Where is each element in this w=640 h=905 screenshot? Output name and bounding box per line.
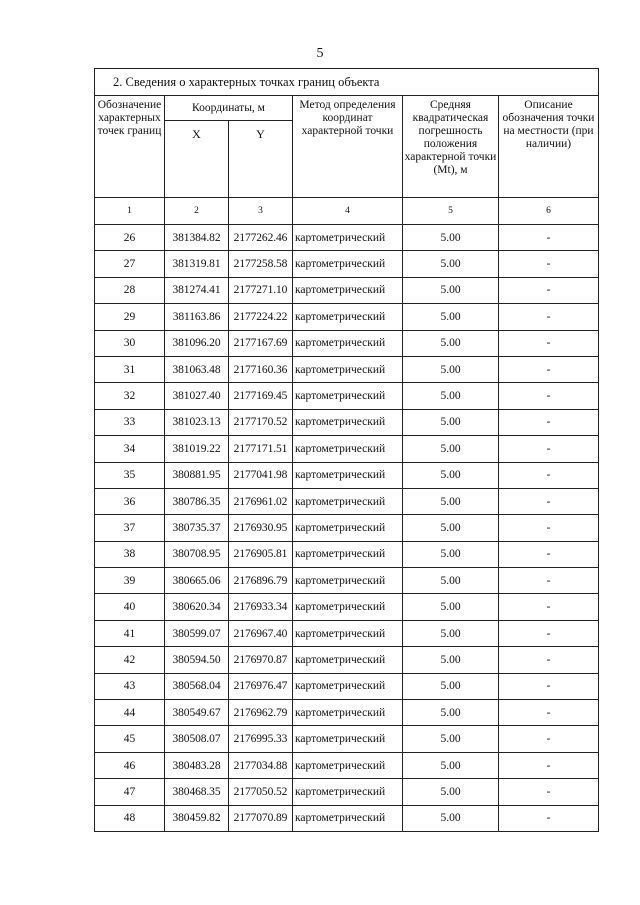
description-cell: - [499, 225, 599, 251]
method-cell: картометрический [293, 726, 403, 752]
error-cell: 5.00 [403, 647, 499, 673]
coordinate-x: 380881.95 [165, 462, 229, 488]
coordinate-x: 381027.40 [165, 383, 229, 409]
description-cell: - [499, 805, 599, 831]
table-row [95, 383, 599, 409]
table-row [95, 805, 599, 831]
description-cell: - [499, 409, 599, 435]
point-number: 43 [95, 673, 165, 699]
coordinate-x: 380665.06 [165, 568, 229, 594]
description-cell: - [499, 515, 599, 541]
coordinate-x: 381096.20 [165, 330, 229, 356]
error-cell: 5.00 [403, 620, 499, 646]
header-error: Средняя квадратическая погрешность положения характерной точки (Mt), м [403, 96, 499, 198]
coordinate-x: 380508.07 [165, 726, 229, 752]
method-cell: картометрический [293, 383, 403, 409]
coordinate-x: 380459.82 [165, 805, 229, 831]
point-number: 45 [95, 726, 165, 752]
error-cell: 5.00 [403, 383, 499, 409]
column-number: 5 [403, 198, 499, 225]
error-cell: 5.00 [403, 488, 499, 514]
header-row-top [95, 96, 599, 121]
page-number: 5 [316, 46, 324, 61]
coordinate-x: 380468.35 [165, 779, 229, 805]
coordinate-x: 380594.50 [165, 647, 229, 673]
coordinate-y: 2177171.51 [229, 436, 293, 462]
point-number: 28 [95, 277, 165, 303]
coordinate-y: 2176905.81 [229, 541, 293, 567]
table-row [95, 568, 599, 594]
error-cell: 5.00 [403, 436, 499, 462]
method-cell: картометрический [293, 515, 403, 541]
method-cell: картометрический [293, 277, 403, 303]
error-cell: 5.00 [403, 409, 499, 435]
error-cell: 5.00 [403, 225, 499, 251]
error-cell: 5.00 [403, 462, 499, 488]
description-cell: - [499, 594, 599, 620]
method-cell: картометрический [293, 752, 403, 778]
method-cell: картометрический [293, 620, 403, 646]
header-description: Описание обозначения точки на местности (при наличии) [499, 96, 599, 198]
point-number: 40 [95, 594, 165, 620]
coordinate-y: 2177070.89 [229, 805, 293, 831]
description-cell: - [499, 488, 599, 514]
point-number: 39 [95, 568, 165, 594]
description-cell: - [499, 330, 599, 356]
method-cell: картометрический [293, 673, 403, 699]
point-number: 42 [95, 647, 165, 673]
error-cell: 5.00 [403, 700, 499, 726]
error-cell: 5.00 [403, 515, 499, 541]
point-number: 33 [95, 409, 165, 435]
coordinate-y: 2177169.45 [229, 383, 293, 409]
method-cell: картометрический [293, 488, 403, 514]
table-body [95, 69, 599, 832]
point-number: 30 [95, 330, 165, 356]
point-number: 27 [95, 251, 165, 277]
method-cell: картометрический [293, 409, 403, 435]
coordinate-y: 2176933.34 [229, 594, 293, 620]
method-cell: картометрический [293, 805, 403, 831]
point-number: 48 [95, 805, 165, 831]
coordinate-x: 380735.37 [165, 515, 229, 541]
point-number: 47 [95, 779, 165, 805]
error-cell: 5.00 [403, 304, 499, 330]
error-cell: 5.00 [403, 805, 499, 831]
description-cell: - [499, 700, 599, 726]
coordinate-y: 2176976.47 [229, 673, 293, 699]
point-number: 41 [95, 620, 165, 646]
point-number: 26 [95, 225, 165, 251]
point-number: 37 [95, 515, 165, 541]
method-cell: картометрический [293, 356, 403, 382]
table-row [95, 647, 599, 673]
column-number: 2 [165, 198, 229, 225]
error-cell: 5.00 [403, 726, 499, 752]
coordinate-x: 380620.34 [165, 594, 229, 620]
table-row [95, 541, 599, 567]
table-row [95, 620, 599, 646]
table-row [95, 409, 599, 435]
table-row [95, 779, 599, 805]
error-cell: 5.00 [403, 673, 499, 699]
table-row [95, 462, 599, 488]
method-cell: картометрический [293, 304, 403, 330]
table-row [95, 251, 599, 277]
point-number: 35 [95, 462, 165, 488]
section-title: 2. Сведения о характерных точках границ объекта [95, 69, 599, 96]
point-number: 36 [95, 488, 165, 514]
coordinate-y: 2176930.95 [229, 515, 293, 541]
coordinate-y: 2176962.79 [229, 700, 293, 726]
method-cell: картометрический [293, 251, 403, 277]
coordinate-y: 2177262.46 [229, 225, 293, 251]
header-method: Метод определения координат характерной точки [293, 96, 403, 198]
coordinate-y: 2176896.79 [229, 568, 293, 594]
table-row [95, 488, 599, 514]
table-row [95, 700, 599, 726]
coordinate-y: 2177034.88 [229, 752, 293, 778]
coordinate-x: 380568.04 [165, 673, 229, 699]
table-row [95, 356, 599, 382]
description-cell: - [499, 304, 599, 330]
coordinate-x: 380483.28 [165, 752, 229, 778]
coordinate-y: 2177258.58 [229, 251, 293, 277]
coordinate-x: 381063.48 [165, 356, 229, 382]
table-row [95, 673, 599, 699]
header-point-designation: Обозначение характерных точек границ [95, 96, 165, 198]
coordinate-y: 2176961.02 [229, 488, 293, 514]
point-number: 29 [95, 304, 165, 330]
coordinate-x: 381274.41 [165, 277, 229, 303]
method-cell: картометрический [293, 436, 403, 462]
table-row [95, 436, 599, 462]
coordinate-y: 2177160.36 [229, 356, 293, 382]
coordinate-x: 381019.22 [165, 436, 229, 462]
coordinate-x: 381319.81 [165, 251, 229, 277]
header-coordinates: Координаты, м [165, 96, 293, 121]
description-cell: - [499, 462, 599, 488]
header-y: Y [229, 121, 293, 198]
header-x: X [165, 121, 229, 198]
description-cell: - [499, 251, 599, 277]
column-number: 4 [293, 198, 403, 225]
description-cell: - [499, 647, 599, 673]
method-cell: картометрический [293, 700, 403, 726]
table-row [95, 277, 599, 303]
section-title-row [95, 69, 599, 96]
point-number: 31 [95, 356, 165, 382]
method-cell: картометрический [293, 594, 403, 620]
coordinate-y: 2176970.87 [229, 647, 293, 673]
column-number-row [95, 198, 599, 225]
coordinate-x: 381163.86 [165, 304, 229, 330]
error-cell: 5.00 [403, 330, 499, 356]
description-cell: - [499, 752, 599, 778]
description-cell: - [499, 568, 599, 594]
method-cell: картометрический [293, 462, 403, 488]
description-cell: - [499, 673, 599, 699]
table-row [95, 330, 599, 356]
table-row [95, 225, 599, 251]
method-cell: картометрический [293, 541, 403, 567]
description-cell: - [499, 779, 599, 805]
description-cell: - [499, 541, 599, 567]
boundary-points-table [94, 68, 599, 832]
table-row [95, 304, 599, 330]
description-cell: - [499, 620, 599, 646]
error-cell: 5.00 [403, 541, 499, 567]
error-cell: 5.00 [403, 251, 499, 277]
table-row [95, 594, 599, 620]
method-cell: картометрический [293, 225, 403, 251]
coordinate-y: 2177271.10 [229, 277, 293, 303]
coordinate-x: 380599.07 [165, 620, 229, 646]
column-number: 1 [95, 198, 165, 225]
method-cell: картометрический [293, 568, 403, 594]
coordinate-y: 2177041.98 [229, 462, 293, 488]
error-cell: 5.00 [403, 277, 499, 303]
coordinate-x: 381023.13 [165, 409, 229, 435]
table-row [95, 752, 599, 778]
column-number: 3 [229, 198, 293, 225]
description-cell: - [499, 436, 599, 462]
method-cell: картометрический [293, 779, 403, 805]
coordinate-x: 380549.67 [165, 700, 229, 726]
error-cell: 5.00 [403, 752, 499, 778]
point-number: 32 [95, 383, 165, 409]
coordinate-y: 2177224.22 [229, 304, 293, 330]
error-cell: 5.00 [403, 568, 499, 594]
method-cell: картометрический [293, 330, 403, 356]
coordinate-x: 380708.95 [165, 541, 229, 567]
coordinate-y: 2176967.40 [229, 620, 293, 646]
error-cell: 5.00 [403, 779, 499, 805]
method-cell: картометрический [293, 647, 403, 673]
description-cell: - [499, 356, 599, 382]
point-number: 34 [95, 436, 165, 462]
error-cell: 5.00 [403, 356, 499, 382]
description-cell: - [499, 383, 599, 409]
coordinate-y: 2177170.52 [229, 409, 293, 435]
description-cell: - [499, 277, 599, 303]
table-row [95, 515, 599, 541]
column-number: 6 [499, 198, 599, 225]
coordinate-y: 2176995.33 [229, 726, 293, 752]
coordinate-x: 380786.35 [165, 488, 229, 514]
coordinate-y: 2177167.69 [229, 330, 293, 356]
point-number: 44 [95, 700, 165, 726]
coordinate-x: 381384.82 [165, 225, 229, 251]
point-number: 46 [95, 752, 165, 778]
description-cell: - [499, 726, 599, 752]
point-number: 38 [95, 541, 165, 567]
table-row [95, 726, 599, 752]
coordinate-y: 2177050.52 [229, 779, 293, 805]
error-cell: 5.00 [403, 594, 499, 620]
